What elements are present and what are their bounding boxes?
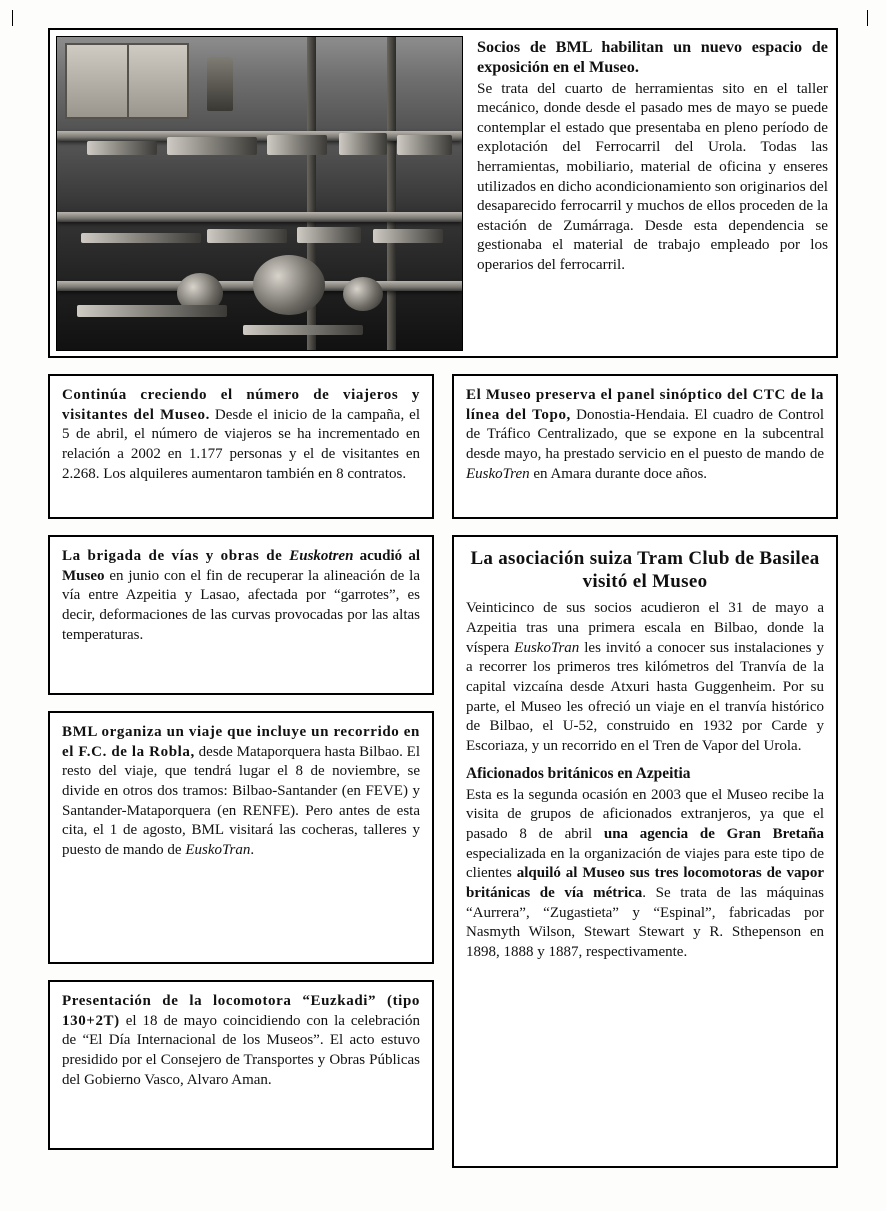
note-brigada-lead-2: acudió al Museo	[62, 548, 420, 584]
workshop-photo	[56, 36, 463, 351]
note-robla-body-2: .	[250, 841, 255, 858]
article-tram-club	[452, 535, 838, 1168]
row-notes-2	[48, 535, 838, 1168]
column-left-1	[48, 374, 434, 519]
note-euzkadi-body: el 18 de mayo coincidiendo con la celebración de “El Día Internacional de los Museos”. El acto estuvo presidido por el Consejero de Transportes y Obras Públicas del Gobierno Vasco, Alvaro Aman.	[62, 1012, 420, 1088]
trim-mark-top-right	[867, 10, 868, 26]
feature-text	[463, 36, 830, 350]
tram-p2-c: . Se trata de las máquinas “Aurrera”, “Zugastieta” y “Espinal”, fabricadas por Nasmyth Wilson, Stewart Stewart y R. Sthepenson en 1898, 1888 y 1887, respectivamente.	[466, 884, 824, 960]
note-panel-ctc-body-1: Donostia-Hendaia. El cuadro de Control de Tráfico Centralizado, que se expone en la subcentral desde mayo, ha prestado servicio en el puesto de mando de	[466, 406, 824, 462]
note-brigada-lead-italic: Euskotren	[289, 548, 354, 564]
feature-article	[48, 28, 838, 358]
note-robla-body-1: desde Mataporquera hasta Bilbao. El resto del viaje, que tendrá lugar el 8 de noviembre, se divide en otros dos tramos: Bilbao-Santander (en FEVE) y Santander-Mataporquera (en RENFE). Pero antes de esta cita, el 1 de agosto, BML visitará las cocheras, talleres y puesto de mando de	[62, 743, 421, 858]
tram-p2-b: especializada en la organización de viajes para este tipo de clientes	[466, 845, 824, 882]
note-robla-italic: EuskoTran	[185, 841, 251, 858]
note-panel-ctc-body-2: en Amara durante doce años.	[529, 465, 708, 482]
note-robla	[48, 711, 434, 964]
note-panel-ctc	[452, 374, 838, 519]
column-left-2	[48, 535, 434, 1168]
note-brigada-lead-1: La brigada de vías y obras de	[62, 548, 290, 564]
trim-mark-top-left	[12, 10, 13, 26]
feature-body: Se trata del cuarto de herramientas sito en el taller mecánico, donde desde el pasado mes de mayo se puede contemplar el estado que presentaba en pleno período de explotación del Ferrocarril del Urola. Todas las herramientas, mobiliario, material de oficina y enseres utilizados en dicho acondicionamiento son originarios del desaparecido ferrocarril y muchos de ellos proceden de la estación de Zumárraga. Desde esta dependencia se gestionaba el material de trabajo empleado por los operarios del ferrocarril.	[477, 79, 828, 274]
row-notes-1	[48, 374, 838, 519]
note-visitantes-body: Desde el inicio de la campaña, el 5 de abril, el número de viajeros se ha incrementado en relación a 2002 en 1.177 personas y el de visitantes en 2.268. Los alquileres aumentaron también en 8 contratos.	[62, 406, 421, 482]
article-tram-club-subhead: Aficionados británicos en Azpeitia	[466, 765, 691, 783]
note-panel-ctc-lead: El Museo preserva el panel sinóptico del CTC de la línea del Topo,	[466, 387, 824, 423]
page-content	[48, 28, 838, 1188]
tram-p1-italic: EuskoTran	[514, 639, 580, 656]
note-brigada-body: en junio con el fin de recuperar la alineación de la vía entre Azpeitia y Lasao, afectada por “garrotes”, es decir, deformaciones de las curvas provocadas por las altas temperaturas.	[62, 567, 420, 643]
column-right-1	[452, 374, 838, 519]
feature-lead: Socios de BML habilitan un nuevo espacio de exposición en el Museo.	[477, 38, 828, 76]
article-tram-club-paragraph-1	[466, 599, 824, 756]
article-tram-club-paragraph-2	[466, 786, 824, 963]
note-euzkadi	[48, 980, 434, 1150]
tram-p2-bold-1: una agencia de Gran Bretaña	[603, 826, 824, 842]
note-visitantes-lead: Continúa creciendo el número de viajeros y visitantes del Museo.	[62, 387, 420, 423]
tram-p1-b: les invitó a conocer sus instalaciones y a recorrer los primeros tres kilómetros del Tranvía de la capital vizcaína desde Atxuri hasta Guggenheim. Por su parte, el Museo les ofreció un viaje en el tranvía histórico de Bilbao, el U-52, construido en 1932 por Carde y Escoriaza, y un recorrido en el Tren de Vapor del Urola.	[466, 639, 824, 754]
note-robla-lead: BML organiza un viaje que incluye un recorrido en el F.C. de la Robla,	[62, 724, 420, 760]
column-right-2	[452, 535, 838, 1168]
note-panel-ctc-italic: EuskoTren	[466, 465, 530, 482]
tram-p1-a: Veinticinco de sus socios acudieron el 31 de mayo a Azpeitia tras una primera escala en Bilbao, donde la víspera	[466, 600, 824, 656]
article-tram-club-headline: La asociación suiza Tram Club de Basilea visitó el Museo	[470, 548, 820, 593]
tram-p2-bold-2: alquiló al Museo sus tres locomotoras de vapor británicas de vía métrica	[466, 865, 824, 901]
note-visitantes	[48, 374, 434, 519]
tram-p2-a: Esta es la segunda ocasión en 2003 que el Museo recibe la visita de grupos de aficionados extranjeros, ya que el pasado 8 de abril	[466, 786, 824, 842]
note-euzkadi-lead: Presentación de la locomotora “Euzkadi” (tipo 130+2T)	[62, 993, 420, 1029]
note-brigada	[48, 535, 434, 695]
